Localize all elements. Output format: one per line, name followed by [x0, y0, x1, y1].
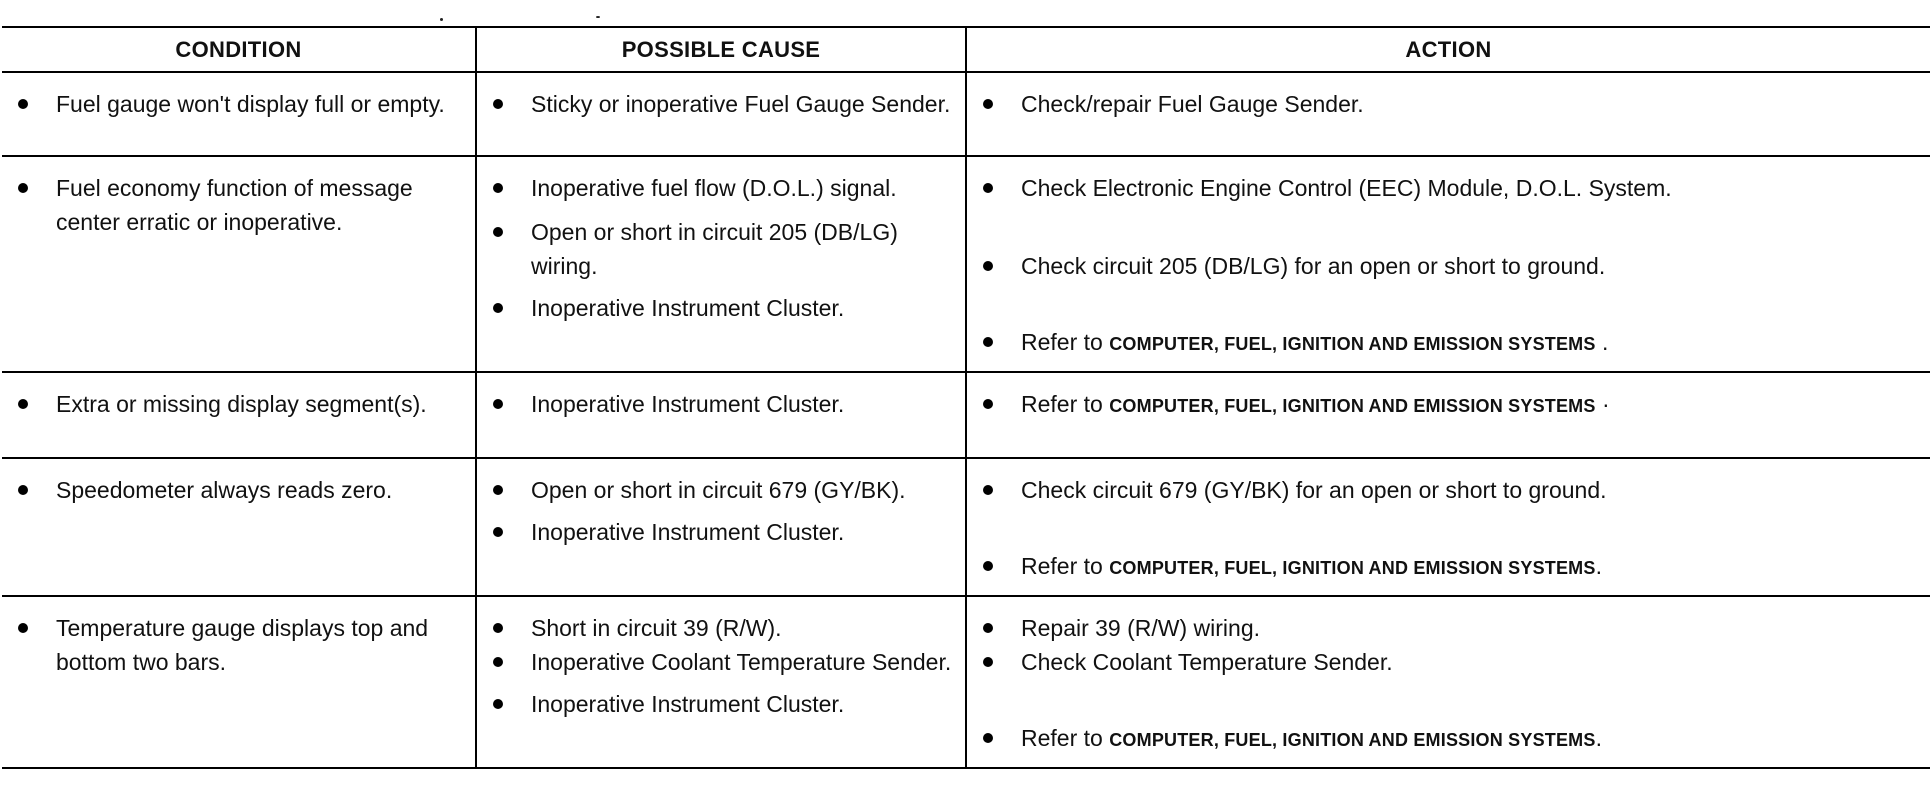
bullet-icon — [983, 99, 993, 109]
bullet-icon — [18, 99, 28, 109]
bullet-icon — [983, 561, 993, 571]
bullet-item — [487, 215, 957, 283]
bullet-icon — [493, 657, 503, 667]
action-text — [1021, 171, 1922, 205]
action-text — [1021, 473, 1922, 507]
bullet-item — [12, 611, 467, 679]
action-item — [977, 171, 1922, 205]
bullet-icon — [983, 183, 993, 193]
bullet-item — [487, 645, 957, 679]
cause-text: Inoperative Instrument Cluster. — [531, 391, 845, 417]
manual-section-reference: COMPUTER, FUEL, IGNITION AND EMISSION SYSTEMS — [1109, 558, 1596, 578]
condition-cell — [2, 458, 476, 596]
bullet-icon — [493, 699, 503, 709]
bullet-icon — [493, 183, 503, 193]
possible-cause-cell — [476, 596, 966, 768]
table-row — [2, 72, 1930, 156]
bullet-item — [487, 611, 957, 645]
bullet-item — [487, 171, 957, 205]
action-instruction: Repair 39 (R/W) wiring. — [1021, 615, 1260, 641]
action-suffix: . — [1595, 725, 1602, 751]
bullet-icon — [493, 485, 503, 495]
action-text — [1021, 325, 1922, 361]
scan-speck — [596, 16, 600, 18]
bullet-icon — [493, 99, 503, 109]
action-instruction: Check Electronic Engine Control (EEC) Module, D.O.L. System. — [1021, 175, 1672, 201]
bullet-item — [12, 387, 467, 421]
possible-cause-cell — [476, 156, 966, 372]
cause-text: Inoperative Instrument Cluster. — [531, 295, 845, 321]
bullet-item — [487, 687, 957, 721]
action-cell — [966, 372, 1930, 458]
condition-cell — [2, 156, 476, 372]
header-condition: CONDITION — [2, 27, 476, 72]
bullet-icon — [493, 399, 503, 409]
action-instruction: Check circuit 205 (DB/LG) for an open or short to ground. — [1021, 253, 1606, 279]
action-suffix: . — [1595, 329, 1609, 355]
condition-text: Temperature gauge displays top and bottom two bars. — [56, 615, 429, 675]
bullet-icon — [983, 733, 993, 743]
bullet-icon — [18, 399, 28, 409]
action-instruction: Refer to — [1021, 553, 1110, 579]
action-text — [1021, 645, 1922, 679]
bullet-item — [487, 87, 957, 121]
scan-speck — [440, 18, 443, 21]
bullet-icon — [983, 657, 993, 667]
cause-text: Sticky or inoperative Fuel Gauge Sender. — [531, 91, 951, 117]
bullet-icon — [493, 303, 503, 313]
action-text — [1021, 87, 1922, 121]
action-suffix: · — [1595, 391, 1610, 417]
table-row — [2, 156, 1930, 372]
bullet-icon — [493, 623, 503, 633]
bullet-icon — [18, 485, 28, 495]
cause-text: Open or short in circuit 679 (GY/BK). — [531, 477, 906, 503]
table-header-row — [2, 27, 1930, 72]
action-text — [1021, 611, 1922, 645]
action-text — [1021, 387, 1922, 423]
bullet-item — [487, 515, 957, 549]
condition-text: Fuel economy function of message center erratic or inoperative. — [56, 175, 413, 235]
action-item — [977, 249, 1922, 283]
table-row — [2, 596, 1930, 768]
bullet-icon — [493, 527, 503, 537]
bullet-item — [487, 387, 957, 421]
action-item — [977, 325, 1922, 361]
action-instruction: Refer to — [1021, 725, 1110, 751]
manual-section-reference: COMPUTER, FUEL, IGNITION AND EMISSION SYSTEMS — [1109, 730, 1596, 750]
condition-cell — [2, 72, 476, 156]
bullet-icon — [983, 623, 993, 633]
action-text — [1021, 549, 1922, 585]
table-row — [2, 372, 1930, 458]
action-item — [977, 611, 1922, 645]
bullet-item — [12, 171, 467, 239]
bullet-icon — [983, 399, 993, 409]
condition-text: Fuel gauge won't display full or empty. — [56, 91, 445, 117]
action-item — [977, 387, 1922, 423]
possible-cause-cell — [476, 72, 966, 156]
action-instruction: Refer to — [1021, 391, 1110, 417]
bullet-icon — [18, 623, 28, 633]
cause-text: Inoperative Instrument Cluster. — [531, 519, 845, 545]
action-text — [1021, 721, 1922, 757]
action-instruction: Check Coolant Temperature Sender. — [1021, 649, 1393, 675]
table-body — [2, 72, 1930, 768]
action-cell — [966, 596, 1930, 768]
action-text — [1021, 249, 1922, 283]
possible-cause-cell — [476, 372, 966, 458]
action-suffix: . — [1595, 553, 1602, 579]
bullet-item — [487, 291, 957, 325]
cause-text: Short in circuit 39 (R/W). — [531, 615, 782, 641]
manual-section-reference: COMPUTER, FUEL, IGNITION AND EMISSION SYSTEMS — [1109, 334, 1596, 354]
action-item — [977, 549, 1922, 585]
header-possible-cause: POSSIBLE CAUSE — [476, 27, 966, 72]
condition-cell — [2, 596, 476, 768]
bullet-item — [12, 473, 467, 507]
condition-text: Extra or missing display segment(s). — [56, 391, 427, 417]
action-item — [977, 473, 1922, 507]
action-item — [977, 645, 1922, 679]
bullet-item — [487, 473, 957, 507]
action-instruction: Refer to — [1021, 329, 1110, 355]
action-cell — [966, 156, 1930, 372]
table-row — [2, 458, 1930, 596]
cause-text: Inoperative fuel flow (D.O.L.) signal. — [531, 175, 897, 201]
action-cell — [966, 72, 1930, 156]
bullet-icon — [983, 485, 993, 495]
cause-text: Open or short in circuit 205 (DB/LG) wiring. — [531, 219, 898, 279]
bullet-icon — [983, 337, 993, 347]
condition-text: Speedometer always reads zero. — [56, 477, 393, 503]
action-cell — [966, 458, 1930, 596]
bullet-icon — [18, 183, 28, 193]
diagnosis-table — [2, 26, 1930, 769]
action-item — [977, 87, 1922, 121]
condition-cell — [2, 372, 476, 458]
header-action: ACTION — [966, 27, 1930, 72]
bullet-icon — [493, 227, 503, 237]
cause-text: Inoperative Coolant Temperature Sender. — [531, 649, 952, 675]
possible-cause-cell — [476, 458, 966, 596]
manual-section-reference: COMPUTER, FUEL, IGNITION AND EMISSION SYSTEMS — [1109, 396, 1596, 416]
action-instruction: Check/repair Fuel Gauge Sender. — [1021, 91, 1364, 117]
action-instruction: Check circuit 679 (GY/BK) for an open or short to ground. — [1021, 477, 1607, 503]
bullet-item — [12, 87, 467, 121]
bullet-icon — [983, 261, 993, 271]
cause-text: Inoperative Instrument Cluster. — [531, 691, 845, 717]
action-item — [977, 721, 1922, 757]
